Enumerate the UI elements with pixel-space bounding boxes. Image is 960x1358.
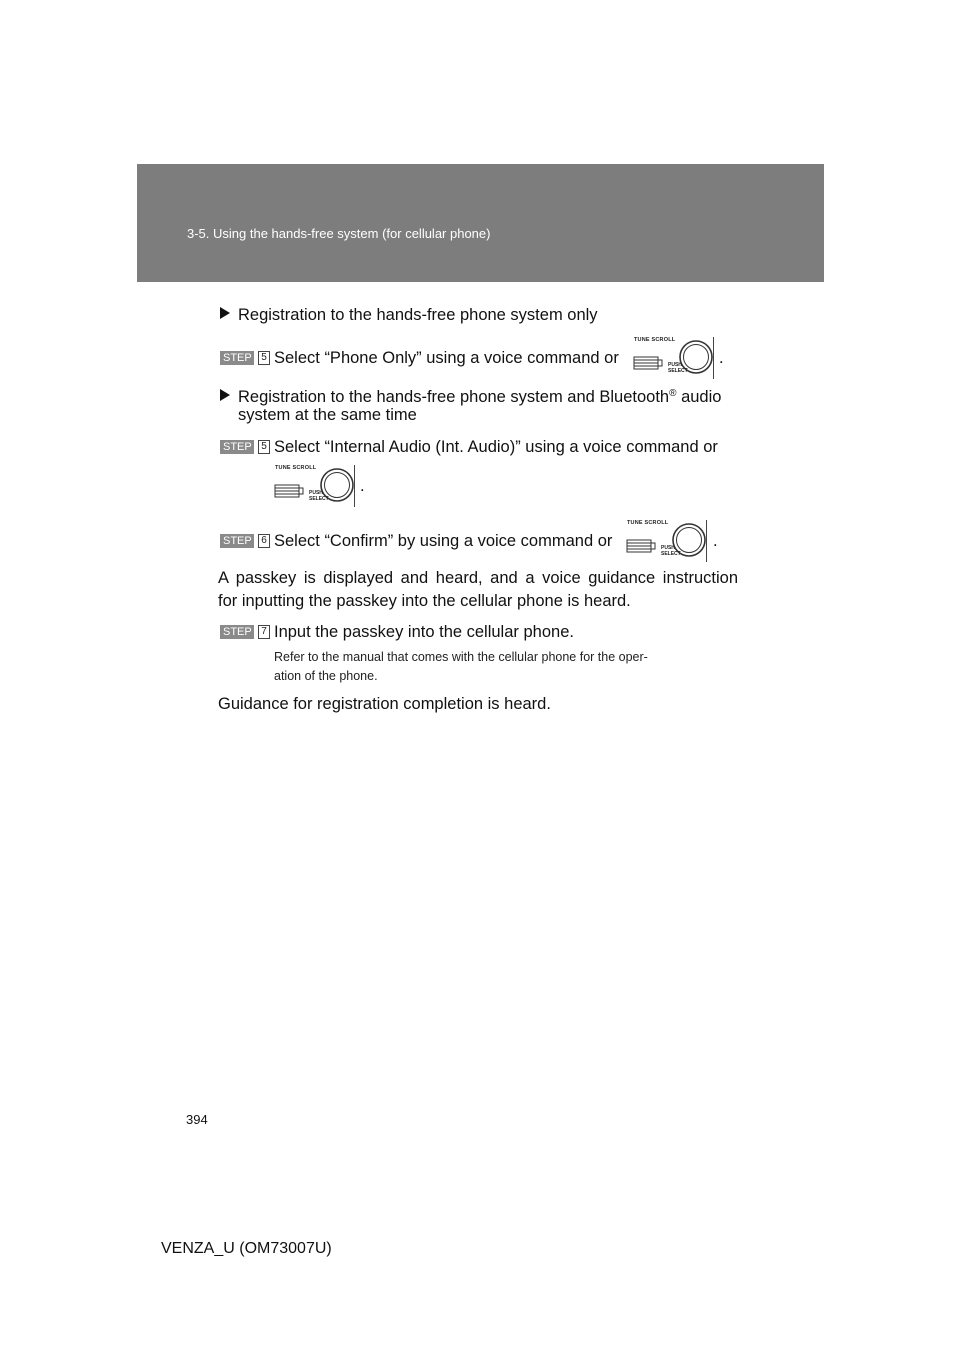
bullet-text: Registration to the hands-free phone system and Bluetooth: [238, 388, 670, 406]
note-line: Refer to the manual that comes with the cellular phone for the oper-: [274, 650, 648, 664]
step-number: 6: [258, 534, 270, 548]
step-badge: [220, 534, 270, 548]
tune-scroll-knob-icon: [628, 337, 714, 379]
document-code: VENZA_U (OM73007U): [161, 1240, 332, 1257]
section-header-band: [137, 164, 824, 282]
paragraph-line: Guidance for registration completion is heard.: [218, 695, 551, 713]
knob-top-label: TUNE SCROLL: [627, 520, 669, 526]
step-end: .: [713, 532, 718, 550]
knob-push-label: PUSH SELECT: [668, 362, 688, 374]
tune-scroll-knob-icon: [621, 520, 707, 562]
knob-push-label: PUSH SELECT: [309, 490, 329, 502]
bullet-text-continuation: system at the same time: [238, 406, 417, 424]
step-number: 7: [258, 625, 270, 639]
knob-push-label: PUSH SELECT: [661, 545, 681, 557]
step-label: STEP: [220, 351, 254, 365]
step-text: Select “Internal Audio (Int. Audio)” using a voice command or: [274, 438, 718, 456]
step-number: 5: [258, 440, 270, 454]
step-end: .: [719, 349, 724, 367]
step-number: 5: [258, 351, 270, 365]
step-end: .: [360, 477, 365, 495]
triangle-bullet-icon: [220, 307, 230, 319]
step-badge: [220, 625, 270, 639]
step-label: STEP: [220, 440, 254, 454]
knob-top-label: TUNE SCROLL: [275, 465, 317, 471]
step-badge: [220, 440, 270, 454]
bullet-text: Registration to the hands-free phone system only: [238, 306, 598, 324]
step-label: STEP: [220, 534, 254, 548]
step-badge: [220, 351, 270, 365]
paragraph-line: for inputting the passkey into the cellular phone is heard.: [218, 592, 631, 610]
page-number: 394: [186, 1112, 208, 1127]
bullet-item: [220, 304, 598, 326]
knob-top-label: TUNE SCROLL: [634, 337, 676, 343]
paragraph-line: A passkey is displayed and heard, and a voice guidance instruction: [218, 569, 738, 587]
triangle-bullet-icon: [220, 389, 230, 401]
registered-mark: ®: [669, 388, 677, 399]
note-line: ation of the phone.: [274, 669, 378, 683]
step-label: STEP: [220, 625, 254, 639]
step-text: Select “Phone Only” using a voice command or: [274, 349, 619, 367]
section-title: 3-5. Using the hands-free system (for cellular phone): [187, 226, 491, 241]
step-text: Input the passkey into the cellular phone.: [274, 623, 574, 641]
bullet-text-tail: audio: [676, 388, 722, 406]
tune-scroll-knob-icon: [269, 465, 355, 507]
step-text: Select “Confirm” by using a voice command or: [274, 532, 613, 550]
